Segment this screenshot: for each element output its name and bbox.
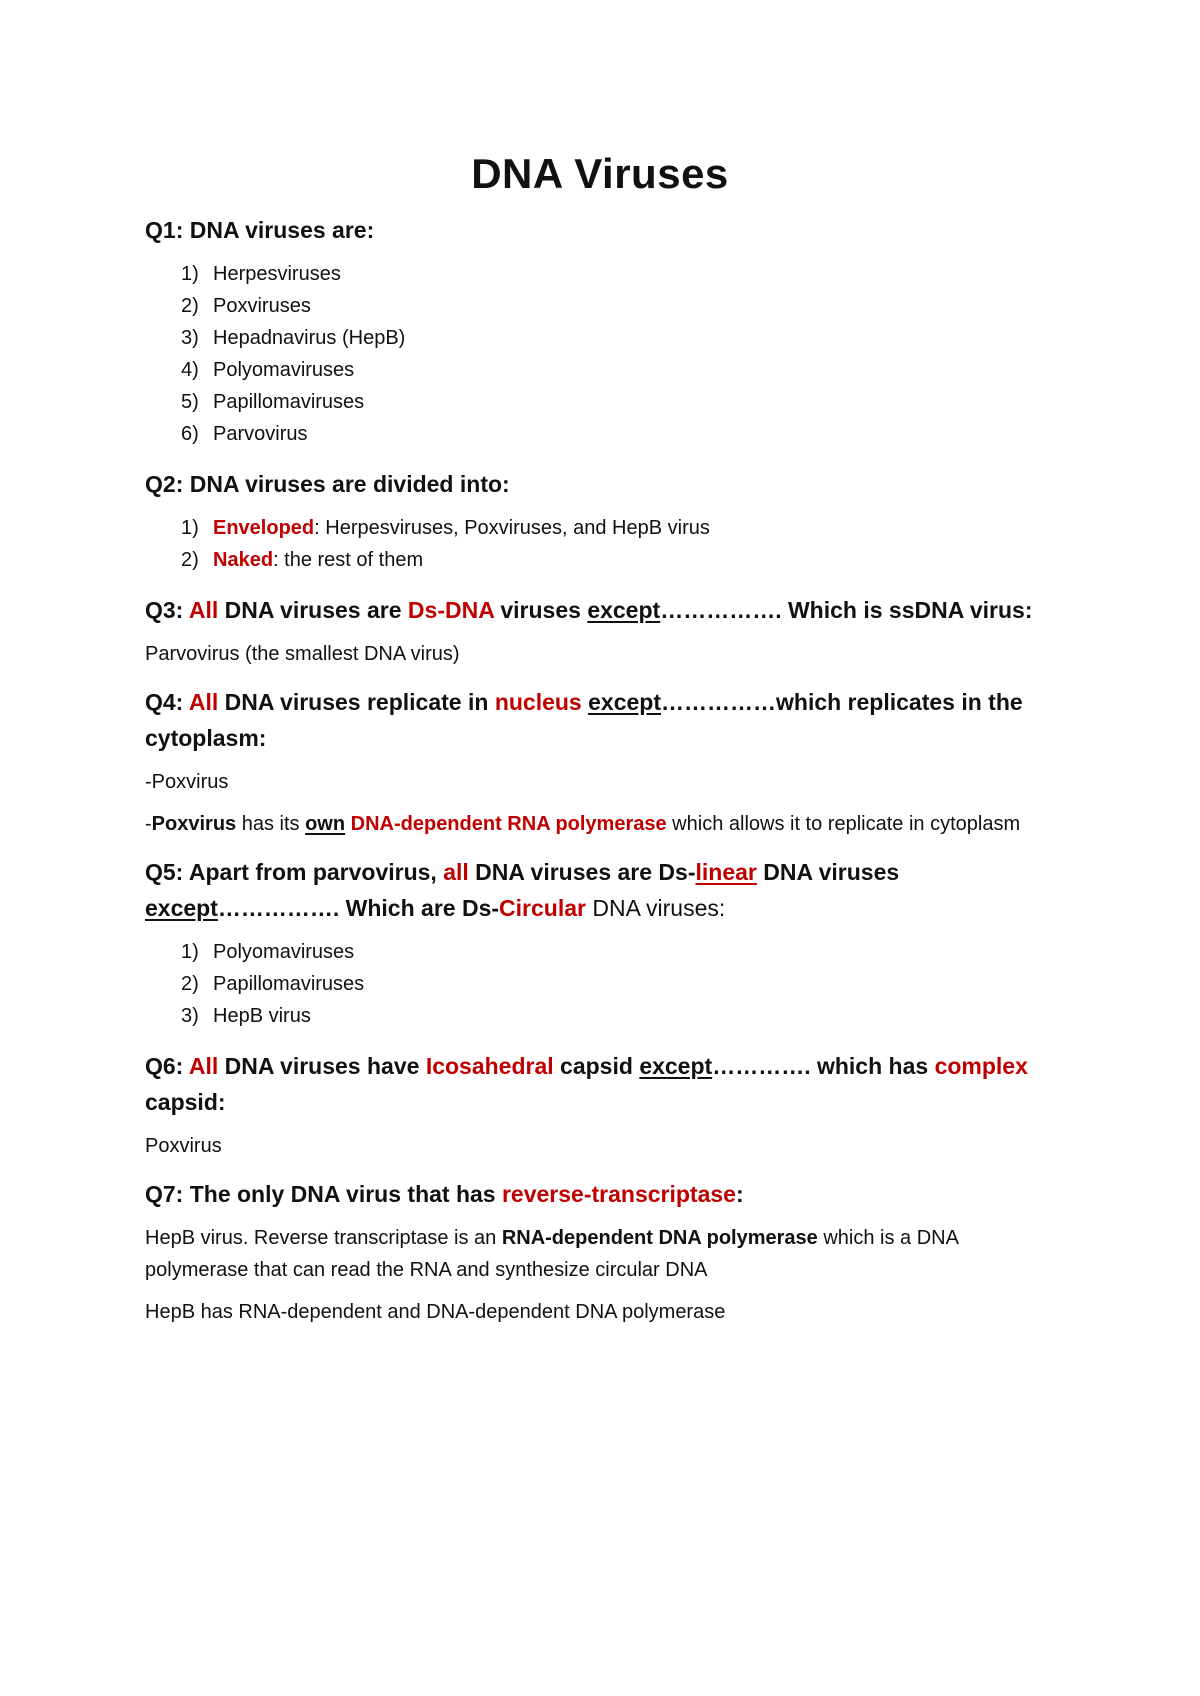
enveloped-term: Enveloped — [213, 517, 315, 539]
q4-note: -Poxvirus has its own DNA-dependent RNA polymerase which allows it to replicate in cytoplasm — [145, 813, 1021, 835]
q3-answer: Parvovirus (the smallest DNA virus) — [145, 643, 460, 665]
list-item: 6) Parvovirus — [181, 423, 308, 445]
document-content — [145, 150, 1065, 1328]
naked-term: Naked — [213, 549, 274, 571]
list-item: 2) Poxviruses — [181, 295, 311, 317]
question-7: Q7: The only DNA virus that has reverse-transcriptase: — [145, 1181, 744, 1207]
q2-list — [145, 512, 1065, 576]
q7-answer-2: HepB has RNA-dependent and DNA-dependent DNA polymerase — [145, 1301, 726, 1323]
list-item: 1) Herpesviruses — [181, 263, 341, 285]
question-4: Q4: All DNA viruses replicate in nucleus except……………which replicates in the cytoplasm: — [145, 689, 1023, 751]
question-2: Q2: DNA viruses are divided into: — [145, 471, 510, 497]
list-item: 1) Enveloped: Herpesviruses, Poxviruses, and HepB virus — [181, 517, 710, 539]
q5-list — [145, 936, 1065, 1032]
question-5: Q5: Apart from parvovirus, all DNA viruses are Ds-linear DNA viruses except……………. Which are Ds-Circular DNA viruses: — [145, 859, 900, 921]
question-1: Q1: DNA viruses are: — [145, 217, 375, 243]
list-item: 3) Hepadnavirus (HepB) — [181, 327, 406, 349]
list-item: 2) Naked: the rest of them — [181, 549, 424, 571]
list-item: 3) HepB virus — [181, 1005, 311, 1027]
q6-answer: Poxvirus — [145, 1135, 222, 1157]
list-item: 4) Polyomaviruses — [181, 359, 355, 381]
q7-answer-1: HepB virus. Reverse transcriptase is an RNA-dependent DNA polymerase which is a DNA polymerase that can read the RNA and synthesize circular DNA — [145, 1227, 958, 1281]
list-item: 1) Polyomaviruses — [181, 941, 355, 963]
page-title: DNA Viruses — [471, 150, 729, 197]
list-item: 5) Papillomaviruses — [181, 391, 365, 413]
q4-answer: -Poxvirus — [145, 771, 229, 793]
question-6: Q6: All DNA viruses have Icosahedral capsid except…………. which has complex capsid: — [145, 1053, 1028, 1115]
q1-list — [145, 258, 1065, 450]
list-item: 2) Papillomaviruses — [181, 973, 365, 995]
question-3: Q3: All DNA viruses are Ds-DNA viruses except……………. Which is ssDNA virus: — [145, 597, 1033, 623]
